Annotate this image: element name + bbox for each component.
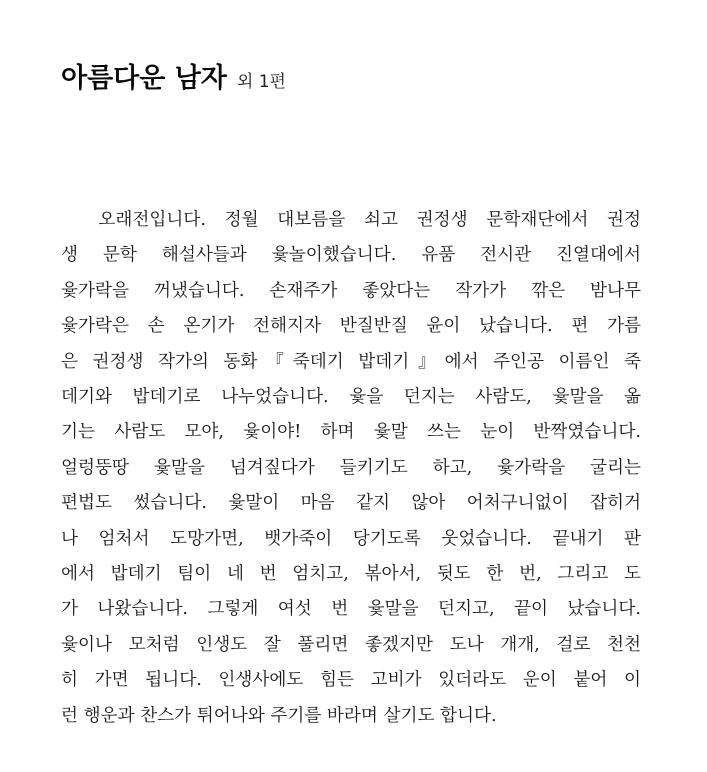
body-line: 은 권정생 작가의 동화『죽데기 밥데기』에서 주인공 이름인 죽 [61, 351, 641, 372]
body-line: 나 엄처서 도망가면, 뱃가죽이 당기도록 웃었습니다. 끝내기 판 [61, 528, 641, 549]
body-line: 윷가락을 꺼냈습니다. 손재주가 좋았다는 작가가 깎은 밤나무 [61, 280, 641, 301]
body-line: 오래전입니다. 정월 대보름을 쇠고 권정생 문학재단에서 권정 [61, 210, 641, 230]
body-line: 기는 사람도 모야, 윷이야! 하며 윷말 쓰는 눈이 반짝였습니다. [61, 422, 641, 443]
body-line: 데기와 밥데기로 나누었습니다. 윷을 던지는 사람도, 윷말을 옮 [61, 387, 641, 408]
body-line: 런 행운과 찬스가 튀어나와 주기를 바라며 살기도 합니다. [61, 705, 497, 726]
page-title: 아름다운 남자 [61, 63, 227, 94]
body-line: 편법도 썼습니다. 윷말이 마음 같지 않아 어처구니없이 잡히거 [61, 493, 641, 514]
body-line: 가 나왔습니다. 그렇게 여섯 번 윷말을 던지고, 끝이 났습니다. [61, 599, 641, 620]
page-header [61, 56, 286, 95]
body-paragraph [61, 203, 641, 734]
body-line: 에서 밥데기 팀이 네 번 엄치고, 볶아서, 뒷도 한 번, 그리고 도 [61, 564, 641, 585]
body-line: 윷가락은 손 온기가 전해지자 반질반질 윤이 났습니다. 편 가름 [61, 316, 641, 337]
body-line: 윷이나 모처럼 인생도 잘 풀리면 좋겠지만 도나 개개, 걸로 천천 [61, 634, 641, 655]
body-line: 생 문학 해설사들과 윷놀이했습니다. 유품 전시관 진열대에서 [61, 245, 641, 266]
body-line: 히 가면 됩니다. 인생사에도 힘든 고비가 있더라도 운이 붙어 이 [61, 670, 641, 691]
page-subtitle: 외 1편 [236, 72, 286, 92]
body-line: 얼렁뚱땅 윷말을 넘겨짚다가 들키기도 하고, 윷가락을 굴리는 [61, 457, 641, 478]
